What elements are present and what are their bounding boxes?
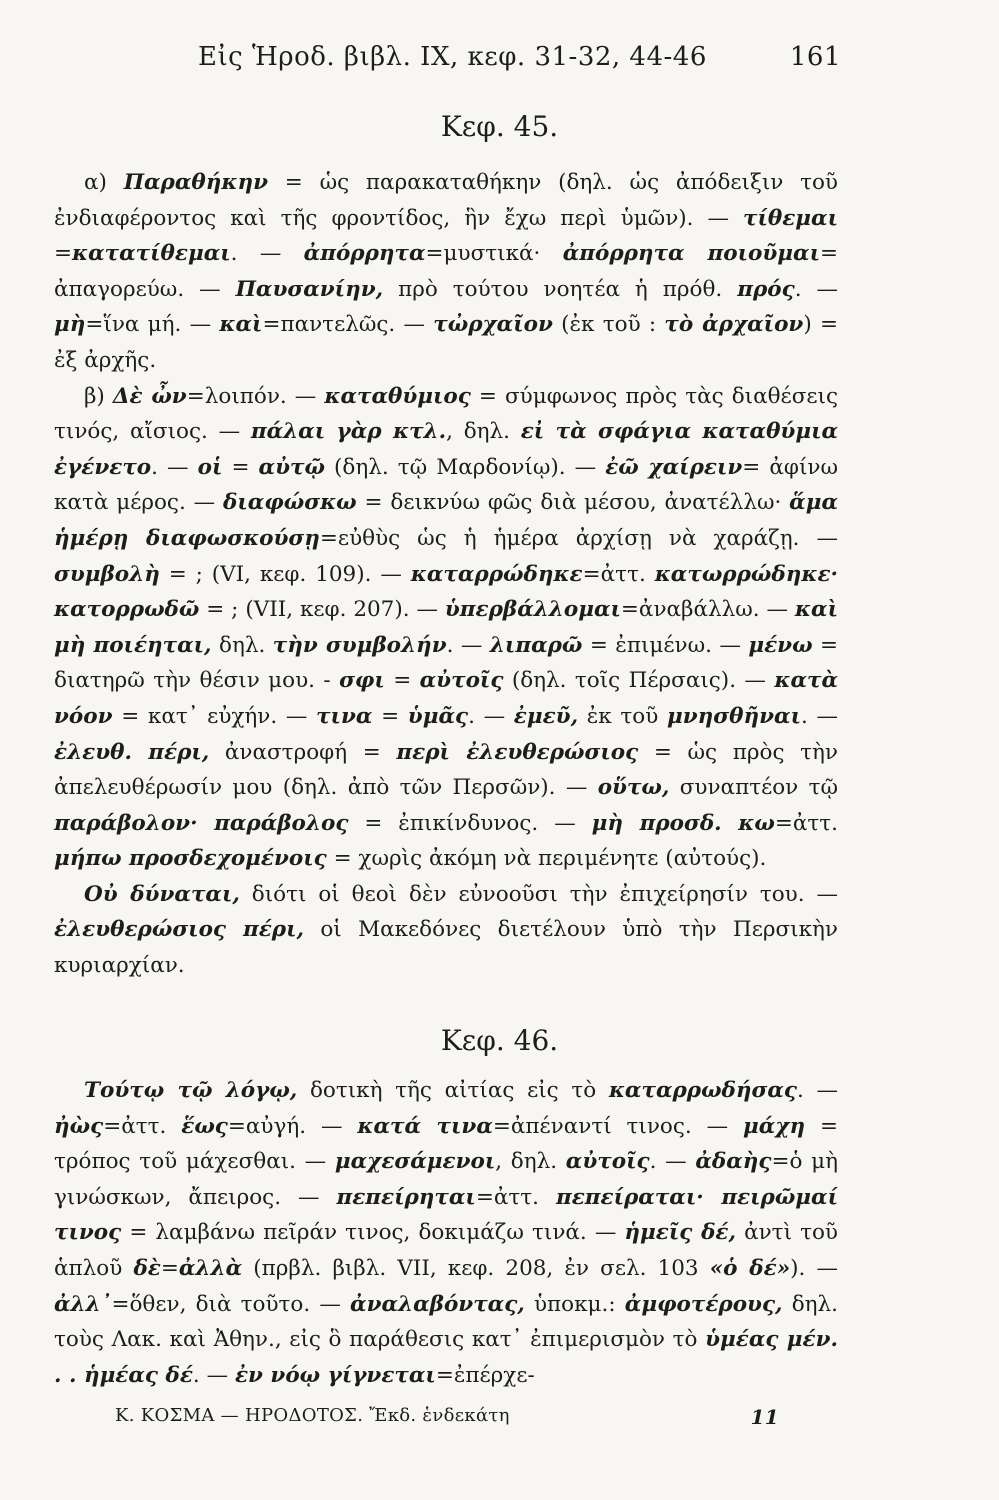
- text-run: =αὐγή. —: [227, 1113, 358, 1139]
- text-run: =: [54, 241, 73, 267]
- text-run: =: [222, 454, 259, 480]
- text-run: . —: [230, 241, 304, 267]
- bold-lemma: Τούτῳ τῷ λόγῳ,: [84, 1078, 298, 1103]
- bold-lemma: πρός: [737, 276, 795, 302]
- text-run: = ἀπαγορεύω. —: [54, 241, 838, 302]
- paragraph-c: [54, 877, 838, 984]
- text-run: =ἀττ.: [103, 1113, 182, 1139]
- text-run: (δηλ. τοῖς Πέρσαις). —: [503, 668, 775, 694]
- bold-lemma: οὕτω,: [597, 775, 670, 801]
- bold-lemma: διαφώσκω: [223, 490, 357, 516]
- text-run: . —: [192, 1362, 235, 1388]
- text-run: συναπτέον τῷ: [669, 775, 839, 801]
- bold-lemma: μήπω προσδεχομένοις: [54, 846, 327, 872]
- text-run: =: [160, 1255, 179, 1281]
- text-run: = λαμβάνω πεῖράν τινος, δοκιμάζω τινά. —: [121, 1220, 625, 1246]
- text-run: = τρόπος τοῦ μάχεσθαι. —: [54, 1113, 838, 1175]
- bold-lemma: κατωρρώδηκε· κατορρωδῶ: [54, 561, 838, 623]
- text-run: . —: [797, 1078, 838, 1103]
- text-run: = χωρὶς ἀκόμη νὰ περιμένητε (αὐτούς).: [326, 846, 767, 872]
- text-run: =ἀττ.: [774, 810, 838, 836]
- text-run: = διατηρῶ τὴν θέσιν μου. -: [54, 632, 839, 694]
- bold-lemma: ἀμφοτέρους,: [624, 1291, 783, 1317]
- text-run: =εὐθὺς ὡς ἡ ἡμέρα ἀρχίσῃ νὰ χαράζῃ. —: [319, 525, 838, 551]
- bold-lemma: ὑμέας μέν. . . ἡμέας δέ: [54, 1327, 839, 1388]
- bold-lemma: συμβολὴ: [54, 561, 160, 587]
- bold-lemma: πεπείρηται: [336, 1184, 476, 1210]
- running-title: Εἰς Ἡροδ. βιβλ. IX, κεφ. 31-32, 44-46: [198, 42, 707, 72]
- text-run: =ἀπέναντί τινος. —: [492, 1113, 744, 1139]
- bold-lemma: περὶ ἐλευθερώσιος: [396, 739, 639, 765]
- bold-lemma: ἀδαὴς: [695, 1149, 772, 1175]
- bold-lemma: εἰ τὰ σφάγια καταθύμια ἐγένετο: [54, 419, 839, 480]
- text-run: = κατ᾽ εὐχήν. —: [112, 703, 317, 729]
- bold-lemma: ἀλλ᾽: [54, 1291, 112, 1317]
- text-run: =ἵνα μή. —: [85, 312, 220, 338]
- bold-lemma: Οὐ δύναται,: [84, 881, 240, 907]
- page-footer: [115, 1405, 779, 1429]
- bold-lemma: καὶ: [219, 312, 263, 338]
- footer-imprint: Κ. ΚΟΣΜΑ — ΗΡΟΔΟΤΟΣ. Ἔκδ. ἑνδεκάτη: [115, 1405, 510, 1426]
- bold-lemma: τὴν συμβολήν: [272, 632, 447, 658]
- bold-lemma: δὲ: [133, 1255, 161, 1281]
- text-run: , δηλ.: [446, 419, 521, 445]
- text-run: β): [84, 383, 113, 409]
- bold-lemma: ἕως: [181, 1113, 228, 1139]
- text-run: . —: [794, 276, 838, 302]
- text-run: =ἐπέρχε-: [435, 1362, 535, 1388]
- text-run: οἱ Μακεδόνες διετέλουν ὑπὸ τὴν Περσικὴν κυριαρχίαν.: [54, 917, 838, 979]
- bold-lemma: ἅμα ἡμέρῃ διαφωσκούσῃ: [54, 490, 838, 551]
- bold-lemma: ἀπόρρητα: [303, 241, 426, 267]
- chapter-45-text: [54, 165, 838, 984]
- text-run: . —: [649, 1149, 696, 1175]
- text-run: =ὅθεν, διὰ τοῦτο. —: [111, 1291, 351, 1317]
- text-run: =ἀττ.: [582, 561, 655, 587]
- text-run: =: [384, 668, 420, 694]
- text-run: . —: [446, 632, 490, 658]
- bold-lemma: καταρρώδηκε: [410, 561, 583, 587]
- bold-lemma: οἱ: [197, 454, 223, 480]
- text-run: ὑποκμ.:: [524, 1291, 625, 1317]
- bold-lemma: κατατίθεμαι: [72, 241, 231, 267]
- text-run: (πρβλ. βιβλ. VII, κεφ. 208, ἐν σελ. 103: [242, 1255, 710, 1281]
- bold-lemma: «ὁ δέ»: [709, 1255, 791, 1281]
- paragraph-46: [54, 1073, 838, 1393]
- bold-lemma: Δὲ ὦν: [112, 383, 187, 409]
- text-run: ἀναστροφή =: [209, 739, 397, 765]
- text-run: = ἐπιμένω. —: [582, 632, 749, 658]
- page-number: 161: [789, 42, 841, 72]
- bold-lemma: τίθεμαι: [743, 205, 838, 231]
- bold-lemma: ἐλευθ. πέρι,: [54, 739, 210, 765]
- bold-lemma: αὐτοῖς: [565, 1149, 650, 1175]
- bold-lemma: ἐῶ χαίρειν: [605, 454, 743, 480]
- text-run: = ὡς πρὸς τὴν ἀπελευθέρωσίν μου (δηλ. ἀπὸ τῶν Περσῶν). —: [54, 739, 838, 801]
- text-run: διότι οἱ θεοὶ δὲν εὐνοοῦσι τὴν ἐπιχείρησίν του. —: [239, 881, 838, 907]
- text-run: = ἀφίνω κατὰ μέρος. —: [54, 454, 838, 516]
- bold-lemma: μαχεσάμενοι: [334, 1149, 496, 1175]
- bold-lemma: ἀλλὰ: [178, 1255, 243, 1281]
- text-run: = ὡς παρακαταθήκην (δηλ. ὡς ἀπόδειξιν τοῦ ἐνδιαφέροντος καὶ τῆς φροντίδος, ἣν ἔχω περὶ ὑμῶν). —: [54, 170, 839, 231]
- text-run: . —: [800, 703, 838, 729]
- bold-lemma: καταρρωδήσας: [608, 1078, 798, 1103]
- bold-lemma: καὶ μὴ ποιέηται,: [54, 597, 838, 658]
- bold-lemma: παράβολον· παράβολος: [54, 810, 349, 836]
- text-run: ἐκ τοῦ: [578, 703, 667, 729]
- text-run: α): [84, 170, 124, 195]
- bold-lemma: τινα: [316, 703, 373, 729]
- text-run: πρὸ τούτου νοητέα ἡ πρόθ.: [383, 276, 738, 302]
- bold-lemma: ὑπερβάλλομαι: [444, 597, 621, 623]
- bold-lemma: σφι: [339, 668, 385, 694]
- signature-mark: 11: [750, 1405, 779, 1429]
- bold-lemma: ἠὼς: [54, 1113, 104, 1139]
- bold-lemma: μὴ: [54, 312, 86, 338]
- chapter-46-title: Κεφ. 46.: [440, 1024, 559, 1057]
- bold-lemma: ἐν νόῳ γίγνεται: [234, 1362, 436, 1388]
- text-run: . —: [151, 454, 198, 480]
- text-run: =ἀναβάλλω. —: [620, 597, 795, 623]
- bold-lemma: ἀναλαβόντας,: [350, 1291, 525, 1317]
- text-run: ) = ἐξ ἀρχῆς.: [54, 312, 838, 373]
- bold-lemma: κατὰ νόον: [54, 668, 839, 729]
- text-run: =: [372, 703, 408, 729]
- bold-lemma: ὑμᾶς: [407, 703, 469, 729]
- running-header: [60, 42, 841, 72]
- text-run: = ἐπικίνδυνος. —: [348, 810, 592, 836]
- bold-lemma: τὠρχαῖον: [433, 312, 553, 338]
- paragraph-b: [54, 379, 838, 877]
- bold-lemma: Παραθήκην: [123, 170, 269, 195]
- text-run: = σύμφωνος πρὸς τὰς διαθέσεις τινός, αἴσιος. —: [54, 383, 838, 445]
- bold-lemma: ἀπόρρητα ποιοῦμαι: [562, 241, 820, 267]
- text-run: = ; (VI, κεφ. 109). —: [159, 561, 411, 587]
- text-run: =ἀττ.: [475, 1184, 556, 1210]
- text-run: (δηλ. τῷ Μαρδονίῳ). —: [324, 454, 606, 480]
- text-run: = ; (VII, κεφ. 207). —: [199, 597, 445, 623]
- bold-lemma: κατά τινα: [357, 1113, 493, 1139]
- text-run: . —: [468, 703, 514, 729]
- text-run: ). —: [790, 1255, 838, 1281]
- bold-lemma: αὐτῷ: [258, 454, 325, 480]
- text-run: (ἐκ τοῦ :: [552, 312, 665, 338]
- text-run: ἀντὶ τοῦ ἁπλοῦ: [54, 1220, 838, 1281]
- bold-lemma: αὐτοῖς: [419, 668, 504, 694]
- bold-lemma: μὴ προσδ. κω: [591, 810, 775, 836]
- text-run: δηλ.: [211, 632, 273, 658]
- chapter-45-title: Κεφ. 45.: [440, 110, 559, 143]
- chapter-46-text: [54, 1073, 838, 1393]
- bold-lemma: ἐμεῦ,: [513, 703, 579, 729]
- bold-lemma: μνησθῆναι: [667, 703, 801, 729]
- text-run: =ὁ μὴ γινώσκων, ἄπειρος. —: [54, 1149, 838, 1210]
- paragraph-a: [54, 165, 838, 379]
- text-run: =λοιπόν. —: [186, 383, 325, 409]
- text-run: , δηλ.: [495, 1149, 566, 1175]
- bold-lemma: Παυσανίην,: [235, 276, 384, 302]
- bold-lemma: ἐλευθερώσιος πέρι,: [54, 917, 304, 943]
- bold-lemma: μένω: [748, 632, 813, 658]
- bold-lemma: καταθύμιος: [324, 383, 471, 409]
- bold-lemma: ἡμεῖς δέ,: [624, 1220, 736, 1246]
- bold-lemma: μάχη: [743, 1113, 806, 1139]
- text-run: δηλ. τοὺς Λακ. καὶ Ἀθην., εἰς ὃ παράθεσις κατ᾽ ἐπιμερισμὸν τὸ: [54, 1291, 838, 1353]
- bold-lemma: τὸ ἀρχαῖον: [664, 312, 804, 338]
- text-run: δοτικὴ τῆς αἰτίας εἰς τὸ: [297, 1078, 609, 1103]
- text-run: =μυστικά·: [425, 241, 563, 267]
- bold-lemma: πεπείραται· πειρῶμαί τινος: [54, 1184, 838, 1246]
- bold-lemma: πάλαι γὰρ κτλ.: [250, 419, 447, 445]
- bold-lemma: λιπαρῶ: [489, 632, 583, 658]
- text-run: =παντελῶς. —: [262, 312, 434, 338]
- text-run: = δεικνύω φῶς διὰ μέσου, ἀνατέλλω·: [356, 490, 790, 516]
